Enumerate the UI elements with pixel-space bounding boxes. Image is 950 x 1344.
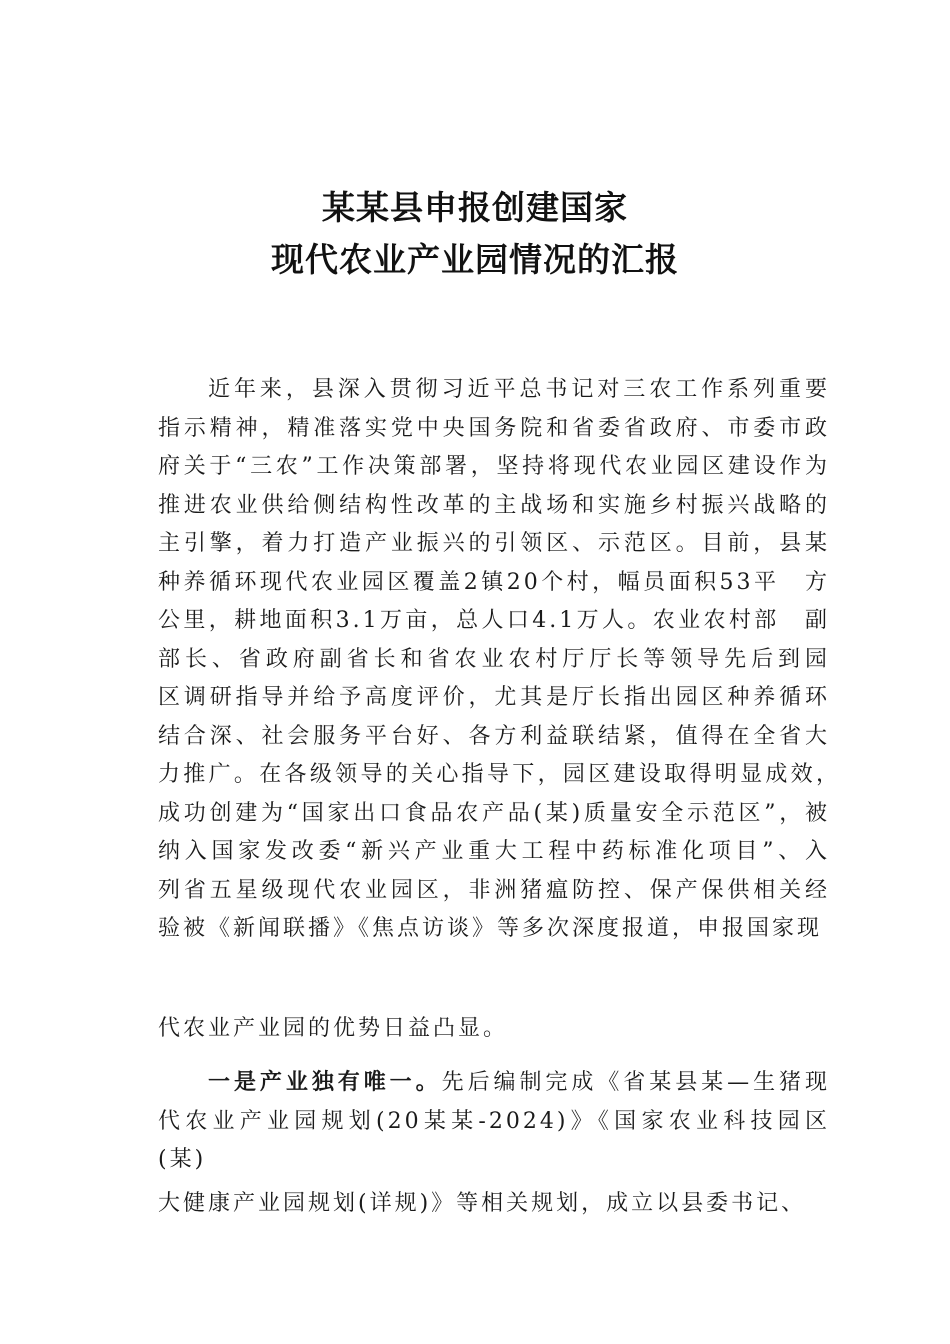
document-title-line-1: 某某县申报创建国家 [322, 188, 628, 227]
paragraph-industry-lead: 一是产业独有唯一。 [208, 1069, 442, 1095]
paragraph-industry-continued: 大健康产业园规划(详规)》等相关规划，成立以县委书记、 [158, 1191, 807, 1216]
paragraph-industry [158, 1063, 830, 1180]
document-title-line-2: 现代农业产业园情况的汇报 [271, 240, 679, 279]
paragraph-introduction: 近年来，县深入贯彻习近平总书记对三农工作系列重要指示精神，精准落实党中央国务院和省委省政府、市委市政府关于“三农”工作决策部署，坚持将现代农业园区建设作为推进农业供给侧结构性改革的主战场和实施乡村振兴战略的主引擎，着力打造产业振兴的引领区、示范区。目前，县某种养循环现代农业园区覆盖2镇20个村，幅员面积53平 方公里，耕地面积3.1万亩，总人口4.1万人。农业农村部 副部长、省政府副省长和省农业农村厅厅长等领导先后到园 区调研指导并给予高度评价，尤其是厅长指出园区种养循环 结合深、社会服务平台好、各方利益联结紧，值得在全省大 力推广。在各级领导的关心指导下，园区建设取得明显成效， 成功创建为“国家出口食品农产品(某)质量安全示范区”，被纳入国家发改委“新兴产业重大工程中药标准化项目”、入 列省五星级现代农业园区，非洲猪瘟防控、保产保供相关经 验被《新闻联播》《焦点访谈》等多次深度报道，申报国家现 [158, 377, 856, 941]
paragraph-introduction-continued: 代农业产业园的优势日益凸显。 [158, 1016, 509, 1041]
paragraph-industry-text: 先后编制完成《省某县某—生猪现代农业产业园规划(20某某-2024)》《国家农业科技园区(某) [158, 1070, 830, 1172]
